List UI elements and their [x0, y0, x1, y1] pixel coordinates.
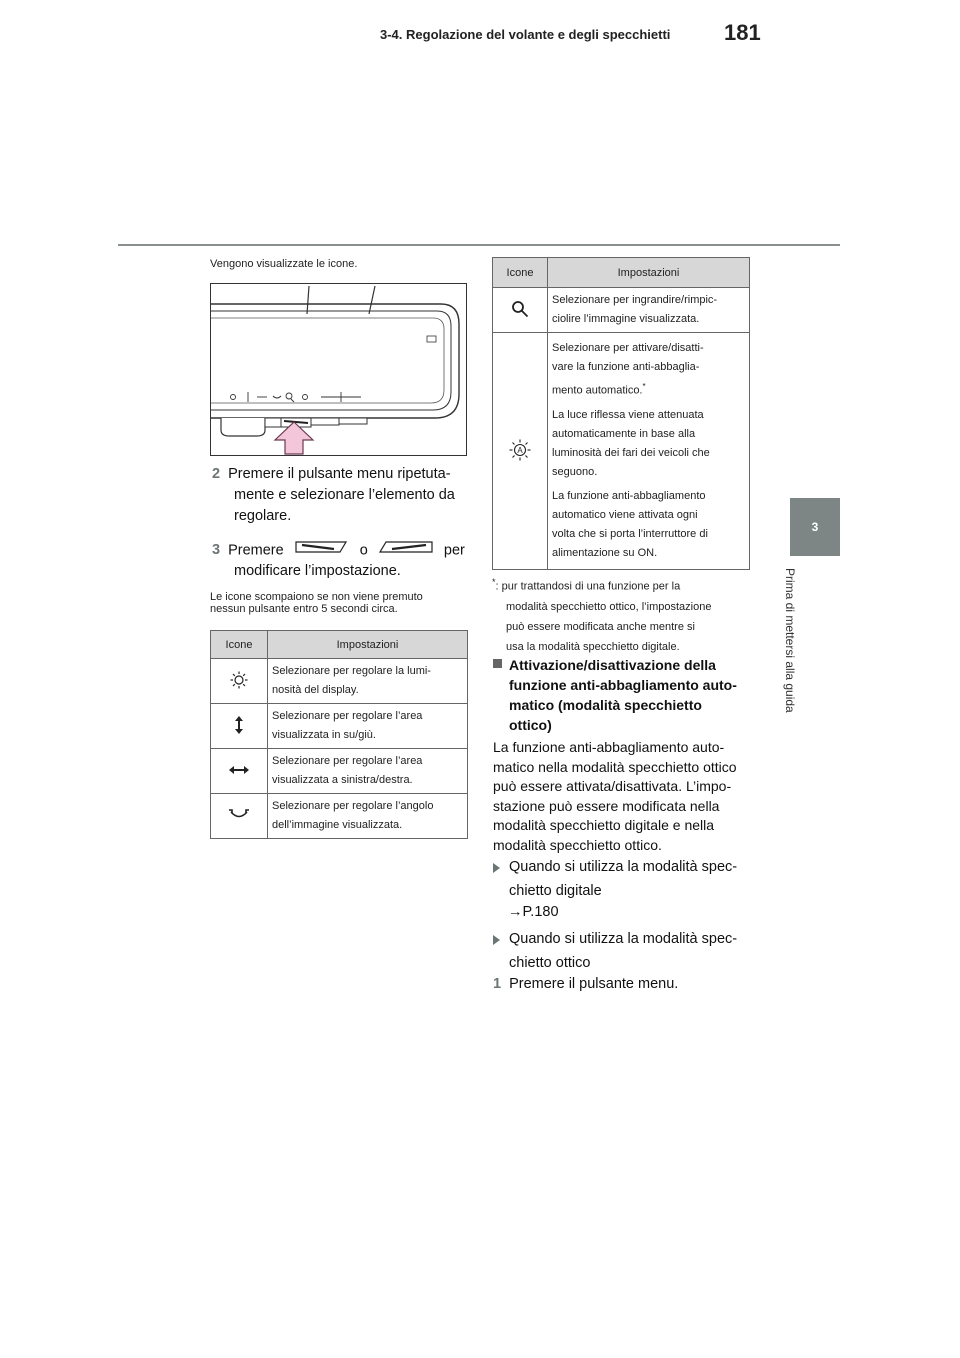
chapter-tab[interactable]: 3	[790, 498, 840, 556]
col-header-settings: Impostazioni	[268, 631, 468, 659]
section-title: 3-4. Regolazione del volante e degli specchietti	[380, 27, 671, 42]
page-number: 181	[724, 20, 761, 45]
icons-timeout-note: Le icone scompaiono se non viene premuto nessun pulsante entro 5 secondi circa.	[210, 591, 423, 615]
triangle-bullet-icon	[493, 935, 500, 945]
asterisk-footnote: *: pur trattandosi di una funzione per la modalità specchietto ottico, l’impostazione può essere modificata anche mentre si usa la modalità specchietto digitale.	[492, 577, 712, 653]
table-row: A Selezionare per attivare/disatti- vare la funzione anti-abbaglia- mento automatico.* La luce riflessa viene attenuata automaticamente in base alla luminosità dei fari dei veicoli che seguono. La funzione anti-abbagliamento automatico viene attivata ogni volta che si porta l’interruttore di alimentazione su ON.	[493, 333, 750, 570]
digital-mode-item: Quando si utilizza la modalità spec- chietto digitale	[493, 857, 753, 902]
step-1: 1 Premere il pulsante menu.	[493, 976, 679, 992]
svg-text:A: A	[517, 445, 523, 455]
col-header-settings: Impostazioni	[548, 258, 750, 288]
magnifier-icon	[493, 288, 548, 333]
table-row: Selezionare per regolare l’area visualizzata a sinistra/destra.	[211, 749, 468, 794]
right-button-icon	[378, 540, 434, 561]
step-2: 2 Premere il pulsante menu ripetuta- mente e selezionare l’elemento da regolare.	[212, 466, 455, 524]
col-header-icons: Icone	[493, 258, 548, 288]
brightness-icon	[211, 659, 268, 704]
table-row: Selezionare per regolare l’area visualizzata in su/giù.	[211, 704, 468, 749]
table-header-row	[211, 631, 468, 659]
intro-text: Vengono visualizzate le icone.	[210, 258, 358, 270]
table-row: Selezionare per ingrandire/rimpic- ciolire l’immagine visualizzata.	[493, 288, 750, 333]
header-rule	[118, 244, 840, 246]
optical-mode-item: Quando si utilizza la modalità spec- chietto ottico	[493, 929, 753, 974]
table-row: Selezionare per regolare l’angolo dell’immagine visualizzata.	[211, 794, 468, 839]
icons-table-right	[492, 257, 750, 570]
left-right-arrow-icon	[211, 749, 268, 794]
mirror-drawing	[211, 284, 466, 455]
triangle-bullet-icon	[493, 863, 500, 873]
icons-table-left	[210, 630, 468, 839]
chapter-side-label	[783, 568, 803, 738]
mirror-icon-row	[231, 392, 362, 402]
table-header-row	[493, 258, 750, 288]
table-row: Selezionare per regolare la lumi- nosità del display.	[211, 659, 468, 704]
tilt-angle-icon	[211, 794, 268, 839]
mirror-illustration	[210, 283, 467, 456]
up-down-arrow-icon	[211, 704, 268, 749]
auto-antiglare-icon	[493, 333, 548, 570]
page-reference-link[interactable]: →P.180	[508, 904, 559, 920]
step-3: 3 Premere o per modificare l’impostazione.	[212, 540, 465, 582]
square-bullet-icon	[493, 659, 502, 668]
chapter-title: Prima di mettersi alla guida	[783, 568, 797, 713]
antiglare-description: La funzione anti-abbagliamento auto- matico nella modalità specchietto ottico può essere attivata/disattivata. L’impo- stazione può essere modificata nella modalità specchietto digitale e nella modalità specchietto ottico.	[493, 739, 737, 853]
left-button-icon	[294, 540, 350, 561]
col-header-icons: Icone	[211, 631, 268, 659]
antiglare-section-heading: Attivazione/disattivazione della funzione anti-abbagliamento auto- matico (modalità specchietto ottico)	[493, 655, 753, 735]
